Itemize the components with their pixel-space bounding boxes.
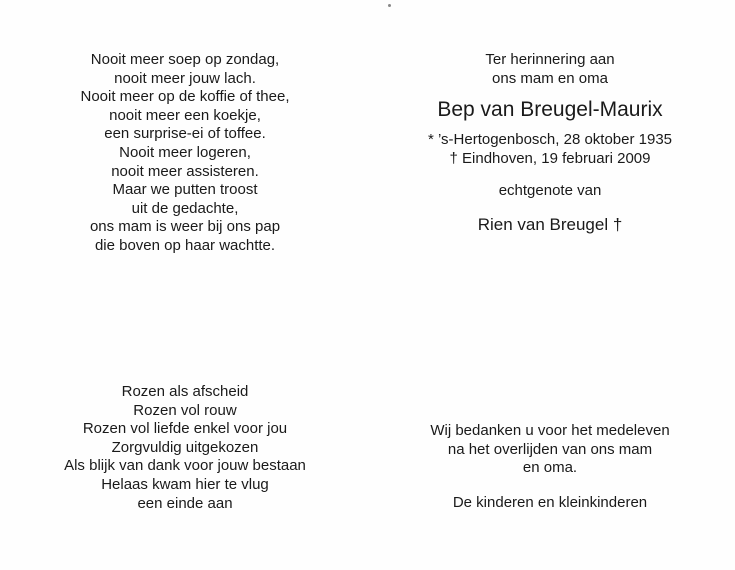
- death-line: † Eindhoven, 19 februari 2009: [449, 149, 651, 167]
- poem-bottom: [40, 383, 330, 513]
- poem-line: die boven op haar wachtte.: [94, 236, 276, 254]
- thanks-line: na het overlijden van ons mam: [447, 440, 653, 458]
- poem-line: een einde aan: [137, 494, 233, 512]
- poem-line: Als blijk van dank voor jouw bestaan: [64, 457, 306, 475]
- spouse-label: echtgenote van: [498, 182, 602, 200]
- poem-line: uit de gedachte,: [131, 199, 239, 217]
- thanks-line: Wij bedanken u voor het medeleven: [430, 422, 670, 439]
- scan-speck: [388, 4, 391, 7]
- thanks-block: [395, 422, 705, 512]
- poem-line: Nooit meer soep op zondag,: [90, 51, 280, 68]
- poem-line: nooit meer een koekje,: [109, 106, 261, 124]
- deceased-name: Bep van Breugel-Maurix: [437, 98, 663, 122]
- memorial-block: [395, 51, 705, 235]
- spouse-name: Rien van Breugel †: [477, 214, 623, 234]
- poem-line: ons mam is weer bij ons pap: [89, 218, 281, 236]
- poem-line: Rozen vol liefde enkel voor jou: [82, 420, 288, 438]
- poem-line: nooit meer assisteren.: [111, 162, 259, 180]
- poem-line: Nooit meer logeren,: [119, 143, 251, 161]
- poem-line: Rozen als afscheid: [121, 383, 249, 400]
- thanks-line: en oma.: [522, 459, 578, 477]
- poem-line: Nooit meer op de koffie of thee,: [80, 88, 290, 106]
- poem-line: nooit meer jouw lach.: [114, 69, 256, 87]
- poem-line: Rozen vol rouw: [133, 401, 237, 419]
- intro-line: ons mam en oma: [492, 69, 608, 87]
- poem-line: een surprise-ei of toffee.: [104, 125, 266, 143]
- poem-top: [40, 51, 330, 256]
- intro-line: Ter herinnering aan: [485, 51, 615, 68]
- signature-line: De kinderen en kleinkinderen: [452, 493, 648, 511]
- poem-line: Zorgvuldig uitgekozen: [111, 438, 259, 456]
- poem-line: Maar we putten troost: [112, 181, 258, 199]
- birth-line: * ’s-Hertogenbosch, 28 oktober 1935: [427, 131, 673, 149]
- poem-line: Helaas kwam hier te vlug: [101, 475, 269, 493]
